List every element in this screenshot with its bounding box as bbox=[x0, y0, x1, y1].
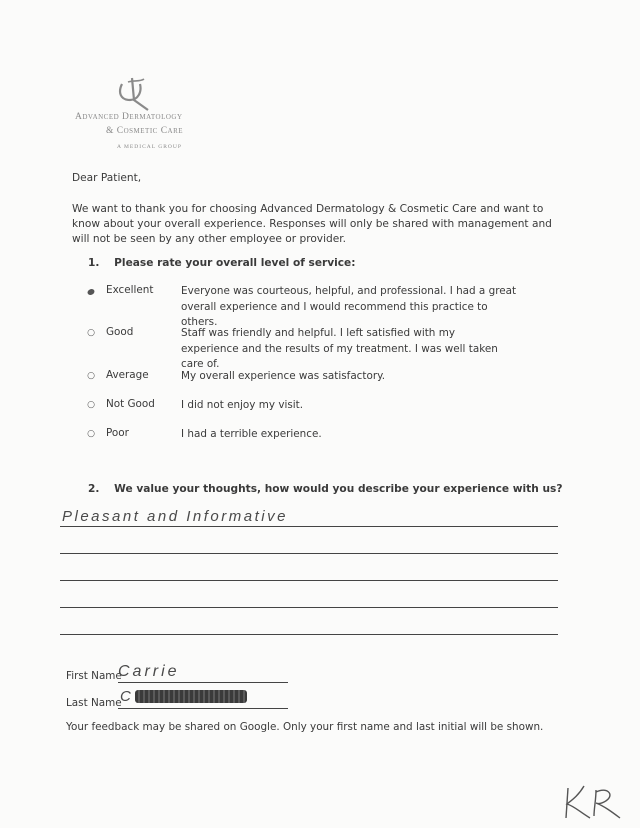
answer-line-1 bbox=[60, 526, 558, 527]
option-label-poor: Poor bbox=[106, 427, 129, 439]
radio-poor[interactable]: ○ bbox=[87, 429, 95, 439]
option-desc-good: Staff was friendly and helpful. I left satisfied with my experience and the results of my treatment. I was well taken care of. bbox=[181, 327, 498, 370]
practice-logo-icon bbox=[104, 70, 164, 118]
logo-text-line3: A MEDICAL GROUP bbox=[117, 144, 182, 150]
last-name-label: Last Name bbox=[66, 697, 122, 709]
option-label-average: Average bbox=[106, 369, 149, 381]
radio-average[interactable]: ○ bbox=[87, 371, 95, 381]
option-desc-poor: I had a terrible experience. bbox=[181, 428, 322, 440]
radio-filled-icon bbox=[86, 287, 96, 297]
answer-line-5 bbox=[60, 634, 558, 635]
handwritten-initials-icon bbox=[560, 782, 626, 822]
question2-number: 2. bbox=[88, 483, 100, 495]
first-name-line bbox=[118, 682, 288, 683]
question1-number: 1. bbox=[88, 257, 100, 269]
question2-text: We value your thoughts, how would you describe your experience with us? bbox=[114, 483, 563, 495]
last-name-value[interactable]: C bbox=[120, 688, 134, 705]
question2-title bbox=[88, 483, 562, 495]
footer-note: Your feedback may be shared on Google. Only your first name and last initial will be shown. bbox=[66, 721, 544, 733]
radio-excellent[interactable] bbox=[86, 287, 96, 300]
question2-answer[interactable]: Pleasant and Informative bbox=[62, 508, 288, 525]
logo-text-line2: & Cosmetic Care bbox=[106, 126, 184, 136]
logo-text-line1: Advanced Dermatology bbox=[75, 112, 183, 122]
option-desc-not-good: I did not enjoy my visit. bbox=[181, 399, 304, 411]
option-label-excellent: Excellent bbox=[106, 284, 154, 296]
radio-not-good[interactable]: ○ bbox=[87, 400, 95, 410]
redacted-last-name bbox=[135, 690, 247, 703]
salutation: Dear Patient, bbox=[72, 172, 142, 184]
radio-good[interactable]: ○ bbox=[87, 328, 95, 338]
answer-line-4 bbox=[60, 607, 558, 608]
option-desc-excellent: Everyone was courteous, helpful, and professional. I had a great overall experience and I would recommend this practice to others. bbox=[181, 285, 517, 328]
option-desc-average: My overall experience was satisfactory. bbox=[181, 370, 386, 382]
question1-title bbox=[88, 257, 355, 269]
last-name-line bbox=[118, 708, 288, 709]
option-label-not-good: Not Good bbox=[106, 398, 155, 410]
question1-text: Please rate your overall level of service: bbox=[114, 257, 356, 269]
first-name-label: First Name bbox=[66, 670, 122, 682]
first-name-value[interactable]: Carrie bbox=[118, 663, 180, 680]
option-label-good: Good bbox=[106, 326, 134, 338]
answer-line-3 bbox=[60, 580, 558, 581]
answer-line-2 bbox=[60, 553, 558, 554]
intro-paragraph: We want to thank you for choosing Advanced Dermatology & Cosmetic Care and want to know about your overall experience. Responses will only be shared with management and will not be seen by any other employee or provider. bbox=[72, 203, 552, 245]
